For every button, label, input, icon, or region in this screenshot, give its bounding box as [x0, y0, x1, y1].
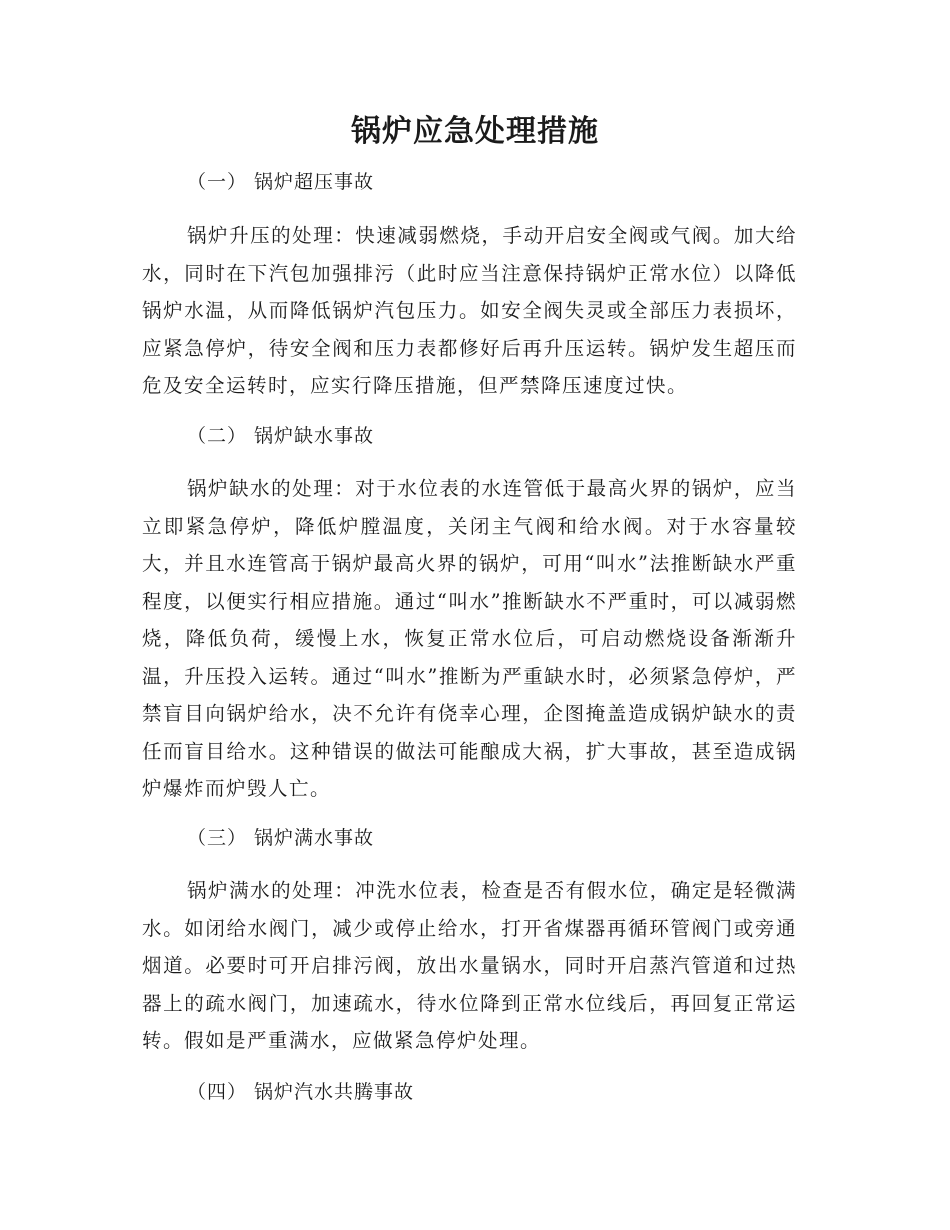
section-1-heading: （一） 锅炉超压事故	[187, 171, 375, 193]
section-3-body: 锅炉满水的处理：冲洗水位表，检查是否有假水位，确定是轻微满水。如闭给水阀门，减少或停止给水，打开省煤器再循环管阀门或旁通烟道。必要时可开启排污阀，放出水量锅水，同时开启蒸汽管道和过热器上的疏水阀门，加速疏水，待水位降到正常水位线后，再回复正常运转。假如是严重满水，应做紧急停炉处理。	[142, 879, 797, 1052]
section-2-heading: （二） 锅炉缺水事故	[187, 425, 375, 447]
document-title: 锅炉应急处理措施	[351, 114, 599, 149]
section-3-heading: （三） 锅炉满水事故	[187, 827, 375, 849]
section-4-heading: （四） 锅炉汽水共腾事故	[187, 1081, 415, 1103]
section-2-body: 锅炉缺水的处理：对于水位表的水连管低于最高火界的锅炉，应当立即紧急停炉，降低炉膛温度，关闭主气阀和给水阀。对于水容量较大，并且水连管高于锅炉最高火界的锅炉，可用“叫水”法推断缺水严重程度，以便实行相应措施。通过“叫水”推断缺水不严重时，可以减弱燃烧，降低负荷，缓慢上水，恢复正常水位后，可启动燃烧设备渐渐升温，升压投入运转。通过“叫水”推断为严重缺水时，必须紧急停炉，严禁盲目向锅炉给水，决不允许有侥幸心理，企图掩盖造成锅炉缺水的责任而盲目给水。这种错误的做法可能酿成大祸，扩大事故，甚至造成锅炉爆炸而炉毁人亡。	[142, 477, 797, 800]
section-1-body: 锅炉升压的处理：快速减弱燃烧，手动开启安全阀或气阀。加大给水，同时在下汽包加强排污（此时应当注意保持锅炉正常水位）以降低锅炉水温，从而降低锅炉汽包压力。如安全阀失灵或全部压力表损坏，应紧急停炉，待安全阀和压力表都修好后再升压运转。锅炉发生超压而危及安全运转时，应实行降压措施，但严禁降压速度过快。	[142, 224, 797, 397]
